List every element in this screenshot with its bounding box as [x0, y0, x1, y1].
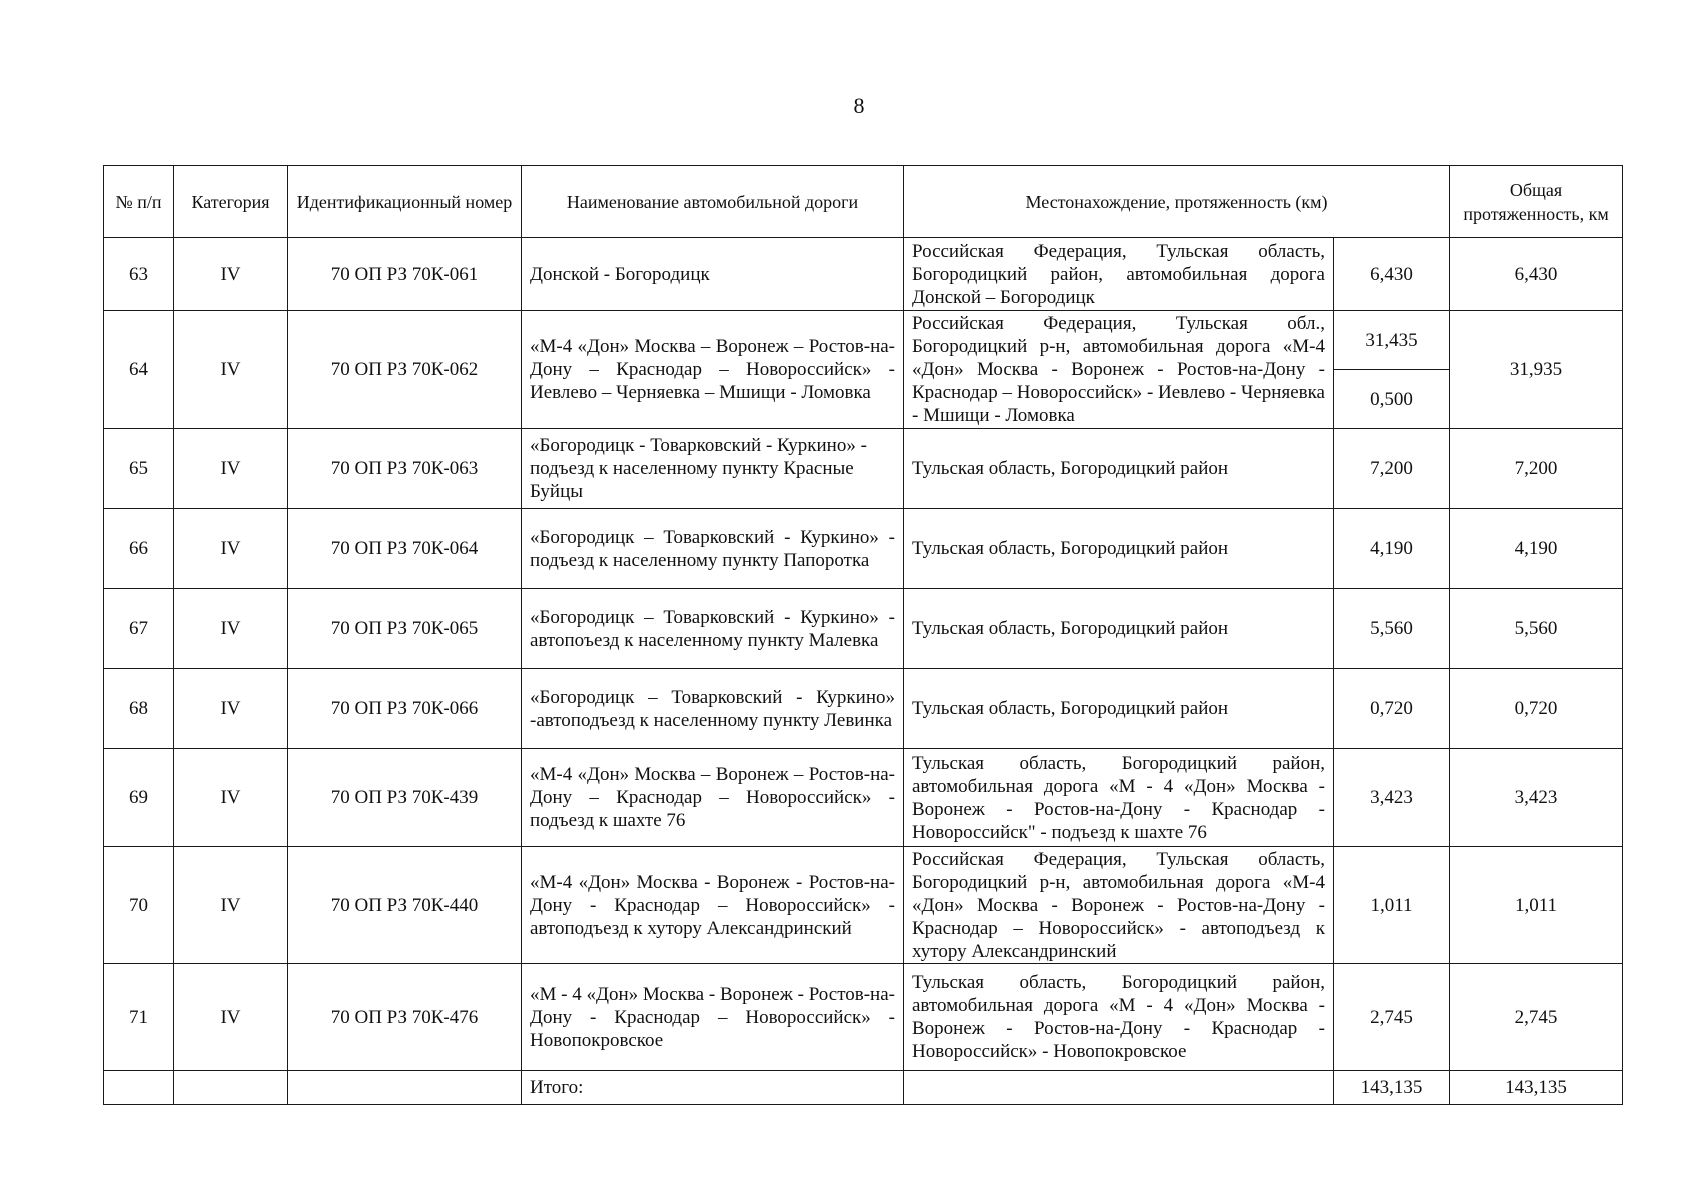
row-location: Тульская область, Богородицкий район	[904, 429, 1334, 509]
total-empty-num	[104, 1071, 174, 1105]
row-id: 70 ОП РЗ 70К-476	[288, 964, 522, 1071]
row-id: 70 ОП РЗ 70К-062	[288, 311, 522, 429]
row-total: 0,720	[1450, 669, 1623, 749]
row-name: «Богородицк – Товарковский - Куркино» -автоподъезд к населенному пункту Левинка	[522, 669, 904, 749]
row-length: 31,435	[1334, 311, 1450, 370]
header-id: Идентификационный номер	[288, 166, 522, 238]
total-row	[104, 1071, 1623, 1105]
row-name: «М-4 «Дон» Москва – Воронеж – Ростов-на-Дону – Краснодар – Новороссийск» - Иевлево – Черняевка – Мшищи - Ломовка	[522, 311, 904, 429]
row-length: 5,560	[1334, 589, 1450, 669]
row-length-segment: 0,500	[1334, 370, 1450, 429]
row-num: 66	[104, 509, 174, 589]
row-name: «М-4 «Дон» Москва - Воронеж - Ростов-на-Дону - Краснодар – Новороссийск» - автоподъезд к хутору Александринский	[522, 847, 904, 964]
row-location: Тульская область, Богородицкий район, автомобильная дорога «М - 4 «Дон» Москва - Воронеж - Ростов-на-Дону - Краснодар - Новороссийск» - Новопокровское	[904, 964, 1334, 1071]
table-row	[104, 749, 1623, 847]
row-category: IV	[174, 509, 288, 589]
table-row	[104, 429, 1623, 509]
row-category: IV	[174, 749, 288, 847]
row-category: IV	[174, 238, 288, 311]
total-empty-category	[174, 1071, 288, 1105]
header-location: Местонахождение, протяженность (км)	[904, 166, 1450, 238]
header-total-length: Общая протяженность, км	[1450, 166, 1623, 238]
row-total: 2,745	[1450, 964, 1623, 1071]
row-length: 2,745	[1334, 964, 1450, 1071]
row-length: 0,720	[1334, 669, 1450, 749]
row-name: «Богородицк – Товарковский - Куркино» - подъезд к населенному пункту Папоротка	[522, 509, 904, 589]
row-id: 70 ОП РЗ 70К-066	[288, 669, 522, 749]
row-length: 3,423	[1334, 749, 1450, 847]
row-total: 4,190	[1450, 509, 1623, 589]
row-length: 4,190	[1334, 509, 1450, 589]
row-location: Тульская область, Богородицкий район, автомобильная дорога «М - 4 «Дон» Москва - Воронеж - Ростов-на-Дону - Краснодар - Новороссийск" - подъезд к шахте 76	[904, 749, 1334, 847]
header-name: Наименование автомобильной дороги	[522, 166, 904, 238]
table-row	[104, 311, 1623, 370]
row-total: 6,430	[1450, 238, 1623, 311]
row-id: 70 ОП РЗ 70К-063	[288, 429, 522, 509]
row-location: Тульская область, Богородицкий район	[904, 589, 1334, 669]
row-length: 6,430	[1334, 238, 1450, 311]
row-total: 3,423	[1450, 749, 1623, 847]
row-category: IV	[174, 964, 288, 1071]
row-id: 70 ОП РЗ 70К-061	[288, 238, 522, 311]
total-empty-location	[904, 1071, 1334, 1105]
header-num: № п/п	[104, 166, 174, 238]
table-row	[104, 589, 1623, 669]
row-total: 5,560	[1450, 589, 1623, 669]
row-name: «М - 4 «Дон» Москва - Воронеж - Ростов-на-Дону - Краснодар – Новороссийск» - Новопокровское	[522, 964, 904, 1071]
row-num: 68	[104, 669, 174, 749]
row-location: Тульская область, Богородицкий район	[904, 509, 1334, 589]
row-num: 65	[104, 429, 174, 509]
row-name: «М-4 «Дон» Москва – Воронеж – Ростов-на-Дону – Краснодар – Новороссийск» - подъезд к шахте 76	[522, 749, 904, 847]
row-category: IV	[174, 429, 288, 509]
table-row	[104, 669, 1623, 749]
table-header-row	[104, 166, 1623, 238]
table-row	[104, 509, 1623, 589]
row-location: Российская Федерация, Тульская область, Богородицкий р-н, автомобильная дорога «М-4 «Дон» Москва - Воронеж - Ростов-на-Дону - Краснодар – Новороссийск» - автоподъезд к хутору Александринский	[904, 847, 1334, 964]
total-length: 143,135	[1334, 1071, 1450, 1105]
total-empty-id	[288, 1071, 522, 1105]
row-length: 1,011	[1334, 847, 1450, 964]
row-id: 70 ОП РЗ 70К-440	[288, 847, 522, 964]
row-total: 1,011	[1450, 847, 1623, 964]
roads-table	[103, 165, 1623, 1105]
row-num: 69	[104, 749, 174, 847]
row-length: 7,200	[1334, 429, 1450, 509]
row-location: Российская Федерация, Тульская обл., Богородицкий р-н, автомобильная дорога «М-4 «Дон» Москва - Воронеж - Ростов-на-Дону - Краснодар – Новороссийск» - Иевлево - Черняевка - Мшищи - Ломовка	[904, 311, 1334, 429]
row-id: 70 ОП РЗ 70К-065	[288, 589, 522, 669]
row-name: Донской - Богородицк	[522, 238, 904, 311]
row-category: IV	[174, 847, 288, 964]
row-total: 7,200	[1450, 429, 1623, 509]
row-category: IV	[174, 669, 288, 749]
row-num: 70	[104, 847, 174, 964]
row-num: 63	[104, 238, 174, 311]
page-number: 8	[853, 93, 865, 118]
row-location: Российская Федерация, Тульская область, Богородицкий район, автомобильная дорога Донской – Богородицк	[904, 238, 1334, 311]
table-row	[104, 847, 1623, 964]
row-id: 70 ОП РЗ 70К-439	[288, 749, 522, 847]
header-category: Категория	[174, 166, 288, 238]
table-row	[104, 964, 1623, 1071]
row-name: «Богородицк - Товарковский - Куркино» - подъезд к населенному пункту Красные Буйцы	[522, 429, 904, 509]
row-num: 71	[104, 964, 174, 1071]
total-label: Итого:	[522, 1071, 904, 1105]
total-sum: 143,135	[1450, 1071, 1623, 1105]
row-total: 31,935	[1450, 311, 1623, 429]
row-category: IV	[174, 589, 288, 669]
row-name: «Богородицк – Товарковский - Куркино» - автопоъезд к населенному пункту Малевка	[522, 589, 904, 669]
table-row	[104, 238, 1623, 311]
row-id: 70 ОП РЗ 70К-064	[288, 509, 522, 589]
row-category: IV	[174, 311, 288, 429]
row-num: 64	[104, 311, 174, 429]
row-num: 67	[104, 589, 174, 669]
row-location: Тульская область, Богородицкий район	[904, 669, 1334, 749]
